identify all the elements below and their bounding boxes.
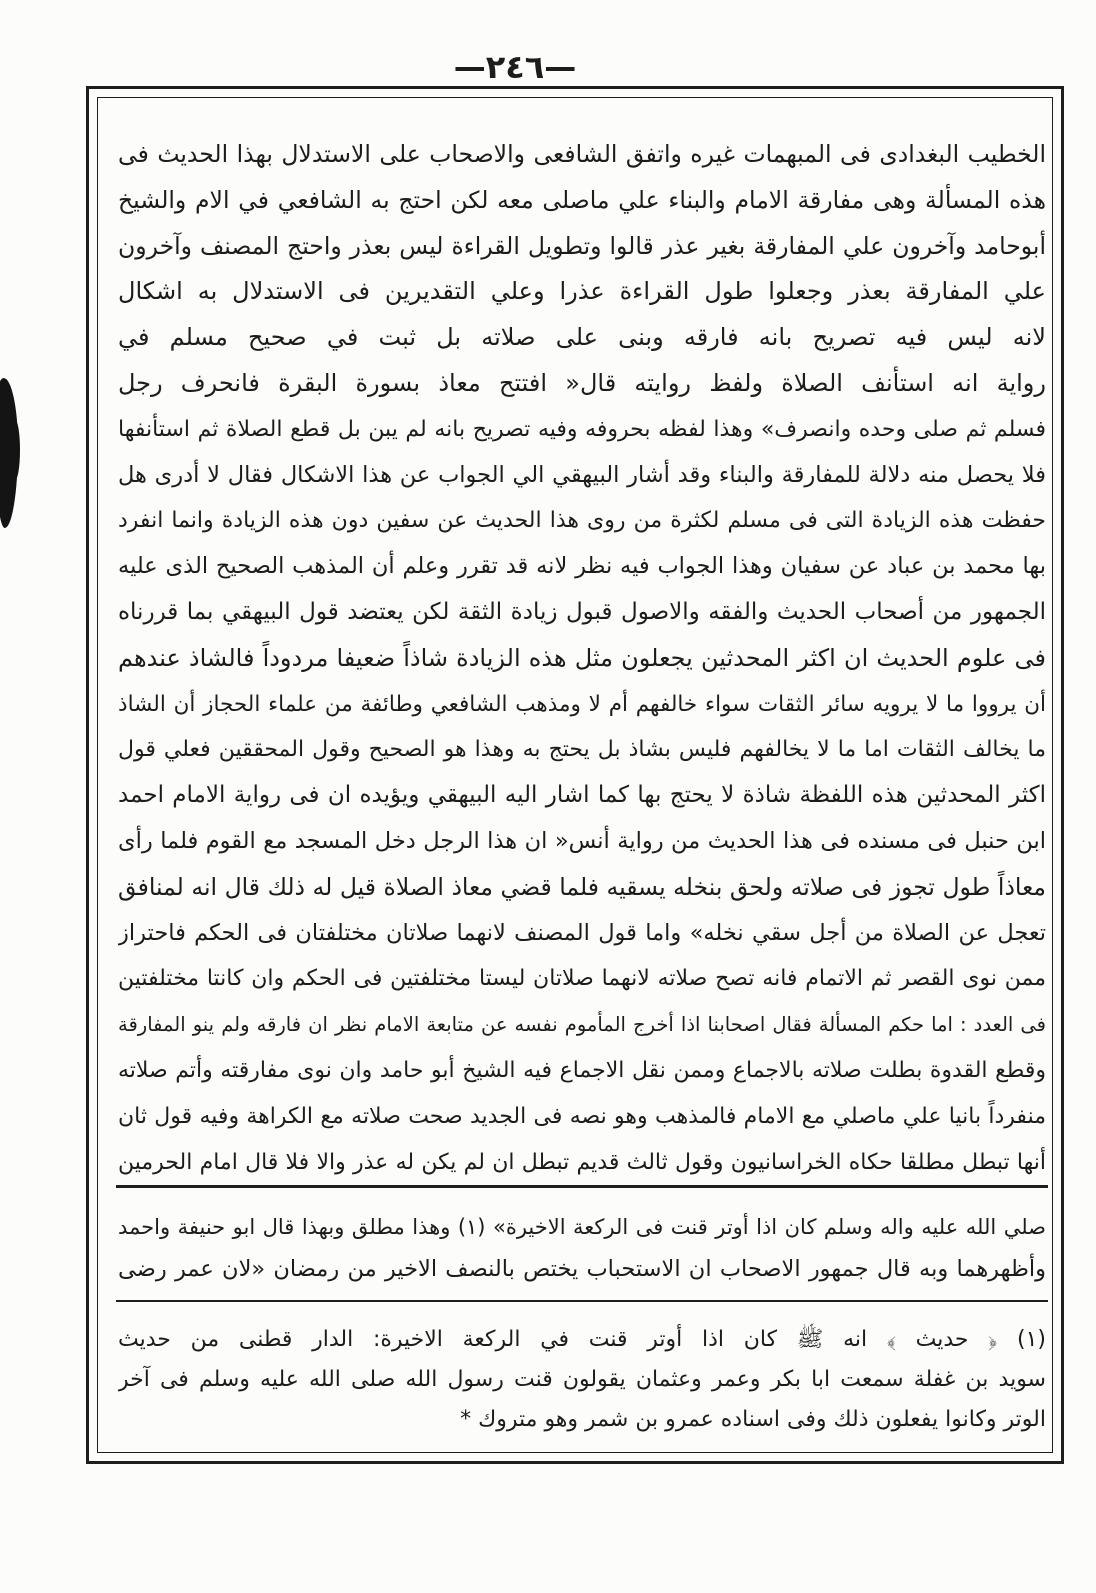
page-number: —٢٤٦—	[453, 48, 577, 86]
body-line: رواية انه استأنف الصلاة ولفظ روايته قال« افتتح معاذ بسورة البقرة فانحرف رجل	[118, 368, 1046, 397]
body-line: أن يرووا ما لا يرويه سائر الثقات سواء خالفهم أم لا ومذهب الشافعي وطائفة من علماء الحجاز أن الشاذ	[118, 691, 1046, 717]
body-line: الجمهور من أصحاب الحديث والفقه والاصول قبول زيادة الثقة لكن يعتضد قول البيهقي بما قررناه	[118, 598, 1046, 625]
body-line: معاذاً طول تجوز فى صلاته ولحق بنخله يسقيه فلما قضي معاذ الصلاة قيل له ذلك قال انه لمنافق	[118, 872, 1046, 901]
continuation-line: صلي الله عليه واله وسلم كان اذا أوتر قنت فى الركعة الاخيرة» (١) وهذا مطلق وبهذا قال ابو حنيفة واحمد	[118, 1215, 1046, 1239]
body-line: حفظت هذه الزيادة التى فى مسلم لكثرة من روى هذا الحديث عن سفين دون هذه الزيادة وانما انفرد	[118, 508, 1046, 534]
body-line: أبوحامد وآخرون علي المفارقة بغير عذر قالوا وتطويل القراءة ليس بعذر واحتج المصنف وآخرون	[118, 231, 1046, 260]
body-line: منفرداً بانيا علي ماصلي مع الامام فالمذهب وهو نصه فى الجديد صحت صلاته مع الكراهة وفيه قول ثان	[118, 1103, 1046, 1129]
separator-rule	[116, 1185, 1048, 1188]
body-line: أنها تبطل مطلقا حكاه الخراسانيون وقول ثالث قديم تبطل ان لم يكن له عذر والا فلا قال امام الحرمين	[118, 1149, 1046, 1175]
body-line: فسلم ثم صلى وحده وانصرف» وهذا لفظه بحروفه وفيه تصريح بانه لم يبن بل قطع الصلاة ثم استأنفها	[118, 416, 1046, 442]
body-line: تعجل عن الصلاة من أجل سقي نخله» واما قول المصنف لانهما صلاتان مختلفتان فى الحكم فاحتراز	[118, 919, 1046, 946]
body-line: فى العدد : اما حكم المسألة فقال اصحابنا اذا أخرج المأموم نفسه عن متابعة الامام نظر ان فارقه ولم ينو المفارقة	[118, 1013, 1046, 1037]
body-line: لانه ليس فيه تصريح بانه فارقه وبنى على صلاته بل ثبت في صحيح مسلم في	[118, 323, 1046, 352]
body-line: ممن نوى القصر ثم الاتمام فانه تصح صلاته لانهما صلاتان ليستا مختلفتين فى الحكم وان كانتا مختلفتين	[118, 966, 1046, 992]
continuation-line: وأظهرهما وبه قال جمهور الاصحاب ان الاستحباب يختص بالنصف الاخير من رمضان «لان عمر رضى	[118, 1256, 1046, 1282]
body-line: هذه المسألة وهى مفارقة الامام والبناء علي ماصلى معه لكن احتج به الشافعي في الام والشيخ	[118, 185, 1046, 214]
body-line: بها محمد بن عباد عن سفيان وهذا الجواب فيه نظر لانه قد تقرر وعلم أن المذهب الصحيح الذى عليه	[118, 553, 1046, 580]
footnote-line: الوتر وكانوا يفعلون ذلك وفى اسناده عمرو بن شمر وهو متروك *	[460, 1407, 1046, 1432]
main-text	[118, 132, 1046, 1185]
body-line: الخطيب البغدادى فى المبهمات غيره واتفق الشافعى والاصحاب على الاستدلال بهذا الحديث فى	[118, 140, 1046, 168]
footnote-line: سويد بن غفلة سمعت ابا بكر وعمر وعثمان يقولون قنت رسول الله صلى الله عليه وسلم فى آخر	[118, 1367, 1046, 1392]
body-line: علي المفارقة بعذر وجعلوا طول القراءة عذرا وعلي التقديرين فى الاستدلال به اشكال	[118, 277, 1046, 306]
scan-smudge	[10, 420, 20, 480]
continuation-text	[118, 1206, 1046, 1290]
body-line: وقطع القدوة بطلت صلاته بالاجماع وممن نقل الاجماع فيه الشيخ أبو حامد وان نوى مفارقته وأتم صلاته	[118, 1057, 1046, 1083]
body-line: ما يخالف الثقات اما ما لا يخالفهم فليس بشاذ بل يحتج به وهذا هو الصحيح وقول المحققين فعلي قول	[118, 737, 1046, 763]
footnote-line: (١) ﴿ حديث ﴾ انه ﷺ كان اذا أوتر قنت في الركعة الاخيرة: الدار قطنى من حديث	[118, 1327, 1046, 1352]
footnote	[118, 1320, 1046, 1440]
body-line: اكثر المحدثين هذه اللفظة شاذة لا يحتج بها كما اشار اليه البيهقي ويؤيده ان فى رواية الامام احمد	[118, 782, 1046, 809]
footnote-rule	[116, 1300, 1048, 1302]
body-line: فى علوم الحديث ان اكثر المحدثين يجعلون مثل هذه الزيادة شاذاً ضعيفا مردوداً فالشاذ عندهم	[118, 643, 1046, 672]
body-line: ابن حنبل فى مسنده فى هذا الحديث من رواية أنس« ان هذا الرجل دخل المسجد مع القوم فلما رأى	[118, 827, 1046, 854]
body-line: فلا يحصل منه دلالة للمفارقة والبناء وقد أشار البيهقي الي الجواب عن هذا الاشكال فقال لا أدرى هل	[118, 461, 1046, 488]
